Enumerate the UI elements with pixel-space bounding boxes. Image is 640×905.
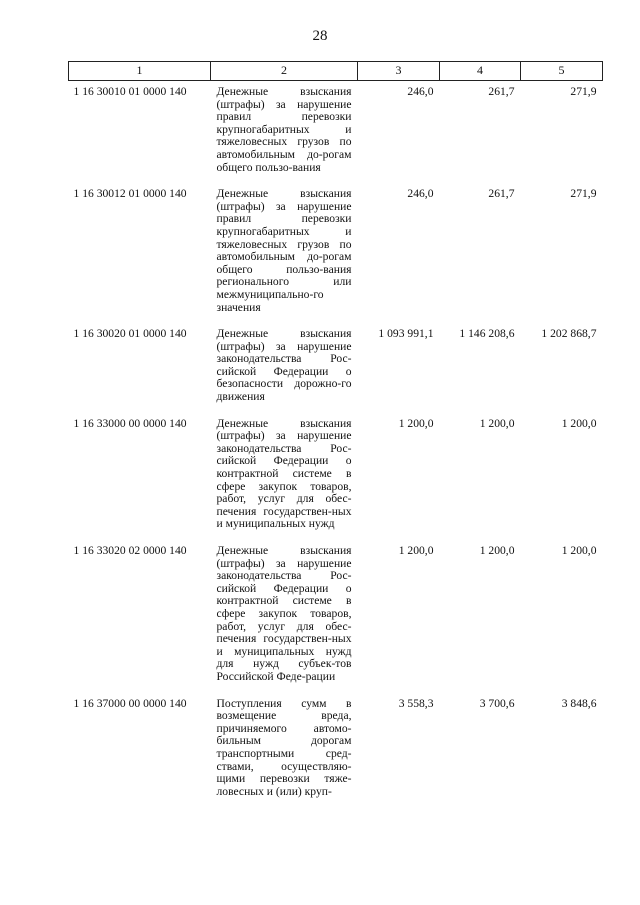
row-value-col5: 1 200,0 [561, 416, 597, 430]
row-name: Денежные взыскания (штрафы) за нарушение правил перевозки крупногабаритных и тяжеловесных грузов по автомобильным до-рогам общего пользо-вания регионального или межмуниципально-го значения [216, 187, 352, 314]
header-col-2: 2 [211, 62, 358, 81]
row-name: Денежные взыскания (штрафы) за нарушение законодательства Рос-сийской Федерации о безопасности дорожно-го движения [216, 327, 352, 404]
row-value-col5: 3 848,6 [561, 696, 597, 710]
table-row [69, 540, 603, 693]
page-number: 28 [312, 28, 328, 44]
row-value-col5: 271,9 [570, 187, 597, 201]
row-value-col3: 246,0 [407, 85, 434, 98]
table-row [69, 693, 603, 808]
row-value-col3: 1 093 991,1 [378, 327, 434, 341]
header-col-1: 1 [69, 62, 211, 81]
row-value-col4: 1 200,0 [479, 544, 515, 557]
row-value-col3: 3 558,3 [398, 696, 434, 710]
row-code: 1 16 33020 02 0000 140 [73, 544, 187, 557]
header-col-5: 5 [521, 62, 603, 81]
row-value-col4: 261,7 [488, 85, 515, 98]
row-value-col3: 246,0 [407, 187, 434, 201]
row-code: 1 16 30012 01 0000 140 [73, 187, 187, 201]
row-code: 1 16 30010 01 0000 140 [73, 85, 187, 98]
row-name: Денежные взыскания (штрафы) за нарушение законодательства Рос-сийской Федерации о контрактной системе в сфере закупок товаров, работ, услуг для обес-печения государствен-ных и муниципальных нужд для нужд субъек-тов Российской Феде-рации [216, 544, 352, 683]
table-row [69, 183, 603, 323]
table-header [69, 62, 603, 81]
table-row [69, 323, 603, 413]
row-value-col3: 1 200,0 [398, 416, 434, 430]
row-name: Поступления сумм в возмещение вреда, причиняемого автомо-бильным дорогам транспортными сред-ствами, осуществляю-щими перевозки тяже-ловесных и (или) круп- [216, 696, 352, 798]
row-value-col3: 1 200,0 [398, 544, 434, 557]
header-col-3: 3 [358, 62, 440, 81]
row-name: Денежные взыскания (штрафы) за нарушение законодательства Рос-сийской Федерации о контрактной системе в сфере закупок товаров, работ, услуг для обес-печения государствен-ных и муниципальных нужд [216, 416, 352, 531]
table-row [69, 81, 603, 184]
row-code: 1 16 30020 01 0000 140 [73, 327, 187, 341]
row-code: 1 16 33000 00 0000 140 [73, 416, 187, 430]
row-value-col4: 3 700,6 [479, 696, 515, 710]
row-value-col4: 261,7 [488, 187, 515, 201]
row-value-col5: 1 200,0 [561, 544, 597, 557]
row-value-col5: 1 202 868,7 [541, 327, 597, 341]
row-code: 1 16 37000 00 0000 140 [73, 696, 187, 710]
header-row [69, 62, 603, 81]
header-col-4: 4 [440, 62, 521, 81]
budget-table [68, 61, 603, 807]
row-value-col4: 1 146 208,6 [459, 327, 515, 341]
table-row [69, 413, 603, 540]
row-value-col5: 271,9 [570, 85, 597, 98]
table-body [69, 81, 603, 808]
row-value-col4: 1 200,0 [479, 416, 515, 430]
row-name: Денежные взыскания (штрафы) за нарушение правил перевозки крупногабаритных и тяжеловесных грузов по автомобильным до-рогам общего пользо-вания [216, 85, 352, 174]
